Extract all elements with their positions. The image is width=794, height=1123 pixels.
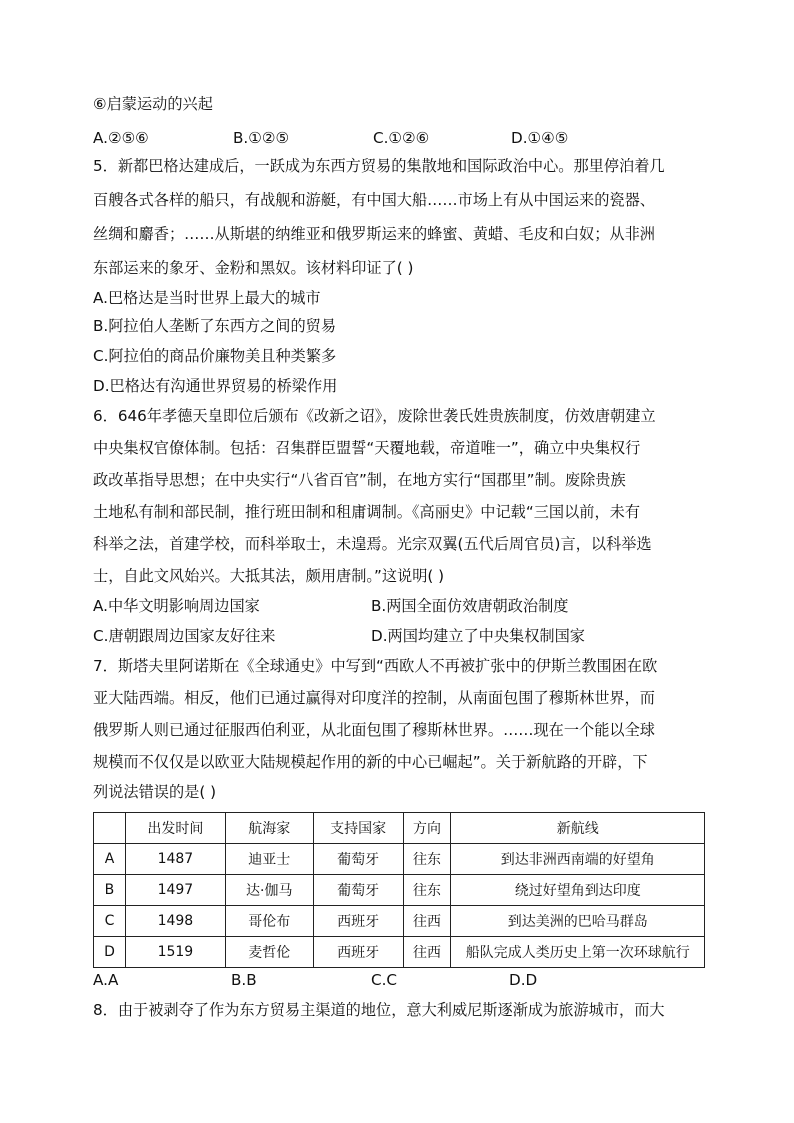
- table-cell: 绕过好望角到达印度: [451, 875, 705, 906]
- table-header-cell: 航海家: [225, 813, 313, 844]
- table-cell: 1487: [125, 844, 225, 875]
- table-cell: 往西: [403, 906, 451, 937]
- q5-stem-line: 丝绸和麝香；……从斯堪的纳维亚和俄罗斯运来的蜂蜜、黄蜡、毛皮和白奴；从非洲: [93, 225, 655, 243]
- table-cell: A: [94, 844, 126, 875]
- navigation-routes-table: [93, 812, 705, 968]
- table-cell: 葡萄牙: [313, 844, 403, 875]
- q7-option-a: A.A: [93, 971, 119, 989]
- table-header-row: [94, 813, 705, 844]
- q5-option-a: A.巴格达是当时世界上最大的城市: [93, 289, 321, 307]
- table-cell: B: [94, 875, 126, 906]
- table-cell: 船队完成人类历史上第一次环球航行: [451, 937, 705, 968]
- q7-option-b: B.B: [231, 971, 257, 989]
- q4-tail-item: ⑥启蒙运动的兴起: [93, 95, 213, 113]
- table-cell: C: [94, 906, 126, 937]
- q6-stem-line: 中央集权官僚体制。包括：召集群臣盟誓“天覆地载，帝道唯一”，确立中央集权行: [93, 439, 641, 457]
- table-cell: 1498: [125, 906, 225, 937]
- table-cell: 往西: [403, 937, 451, 968]
- q4-option-d: D.①④⑤: [511, 129, 569, 147]
- table-header-cell: 出发时间: [125, 813, 225, 844]
- table-cell: 西班牙: [313, 937, 403, 968]
- table-cell: 葡萄牙: [313, 875, 403, 906]
- q5-stem-line: 百艘各式各样的船只，有战舰和游艇，有中国大船……市场上有从中国运来的瓷器、: [93, 191, 655, 209]
- q7-stem-line: 规模而不仅仅是以欧亚大陆规模起作用的新的中心已崛起”。关于新航路的开辟，下: [93, 753, 648, 771]
- table-row: [94, 937, 705, 968]
- table-header-cell: 支持国家: [313, 813, 403, 844]
- q7-stem-line: 7．斯塔夫里阿诺斯在《全球通史》中写到“西欧人不再被扩张中的伊斯兰教围困在欧: [93, 657, 658, 675]
- table-cell: D: [94, 937, 126, 968]
- table-header-cell: 新航线: [451, 813, 705, 844]
- table-cell: 往东: [403, 875, 451, 906]
- q6-option-d: D.两国均建立了中央集权制国家: [371, 627, 585, 645]
- q5-option-b: B.阿拉伯人垄断了东西方之间的贸易: [93, 317, 337, 335]
- table-header-cell: 方向: [403, 813, 451, 844]
- table-cell: 1497: [125, 875, 225, 906]
- q6-stem-line: 土地私有制和部民制，推行班田制和租庸调制。《高丽史》中记载“三国以前，未有: [93, 503, 641, 521]
- table-cell: 往东: [403, 844, 451, 875]
- table-row: [94, 875, 705, 906]
- q5-stem-line: 5．新都巴格达建成后，一跃成为东西方贸易的集散地和国际政治中心。那里停泊着几: [93, 157, 665, 175]
- q4-option-a: A.②⑤⑥: [93, 129, 149, 147]
- q6-stem-line: 6．646年孝德天皇即位后颁布《改新之诏》，废除世袭氏姓贵族制度，仿效唐朝建立: [93, 407, 656, 425]
- table-cell: 到达美洲的巴哈马群岛: [451, 906, 705, 937]
- q7-stem-line: 亚大陆西端。相反，他们已通过赢得对印度洋的控制，从南面包围了穆斯林世界，而: [93, 689, 655, 707]
- q6-option-a: A.中华文明影响周边国家: [93, 597, 260, 615]
- table-cell: 到达非洲西南端的好望角: [451, 844, 705, 875]
- q4-option-b: B.①②⑤: [233, 129, 290, 147]
- q7-stem-line: 俄罗斯人则已通过征服西伯利亚，从北面包围了穆斯林世界。……现在一个能以全球: [93, 721, 655, 739]
- q8-stem-line: 8．由于被剥夺了作为东方贸易主渠道的地位，意大利威尼斯逐渐成为旅游城市，而大: [93, 1001, 665, 1019]
- table-cell: 西班牙: [313, 906, 403, 937]
- q6-option-b: B.两国全面仿效唐朝政治制度: [371, 597, 569, 615]
- q5-option-d: D.巴格达有沟通世界贸易的桥梁作用: [93, 377, 338, 395]
- q6-option-c: C.唐朝跟周边国家友好往来: [93, 627, 276, 645]
- q7-option-c: C.C: [371, 971, 398, 989]
- q7-option-d: D.D: [509, 971, 538, 989]
- table-row: [94, 906, 705, 937]
- q6-stem-line: 科举之法，首建学校，而科举取士，未遑焉。光宗双翼(五代后周官员)言，以科举选: [93, 535, 652, 553]
- q6-stem-line: 士，自此文风始兴。大抵其法，颇用唐制。”这说明( ): [93, 567, 445, 585]
- q5-option-c: C.阿拉伯的商品价廉物美且种类繁多: [93, 347, 337, 365]
- table-row: [94, 844, 705, 875]
- q5-stem-line: 东部运来的象牙、金粉和黑奴。该材料印证了( ): [93, 259, 414, 277]
- table-header-cell: [94, 813, 126, 844]
- table-cell: 迪亚士: [225, 844, 313, 875]
- table-cell: 哥伦布: [225, 906, 313, 937]
- table-cell: 麦哲伦: [225, 937, 313, 968]
- table-cell: 达·伽马: [225, 875, 313, 906]
- table-cell: 1519: [125, 937, 225, 968]
- q4-option-c: C.①②⑥: [373, 129, 430, 147]
- q6-stem-line: 政改革指导思想；在中央实行“八省百官”制，在地方实行“国郡里”制。废除贵族: [93, 471, 626, 489]
- q7-stem-line: 列说法错误的是( ): [93, 783, 216, 801]
